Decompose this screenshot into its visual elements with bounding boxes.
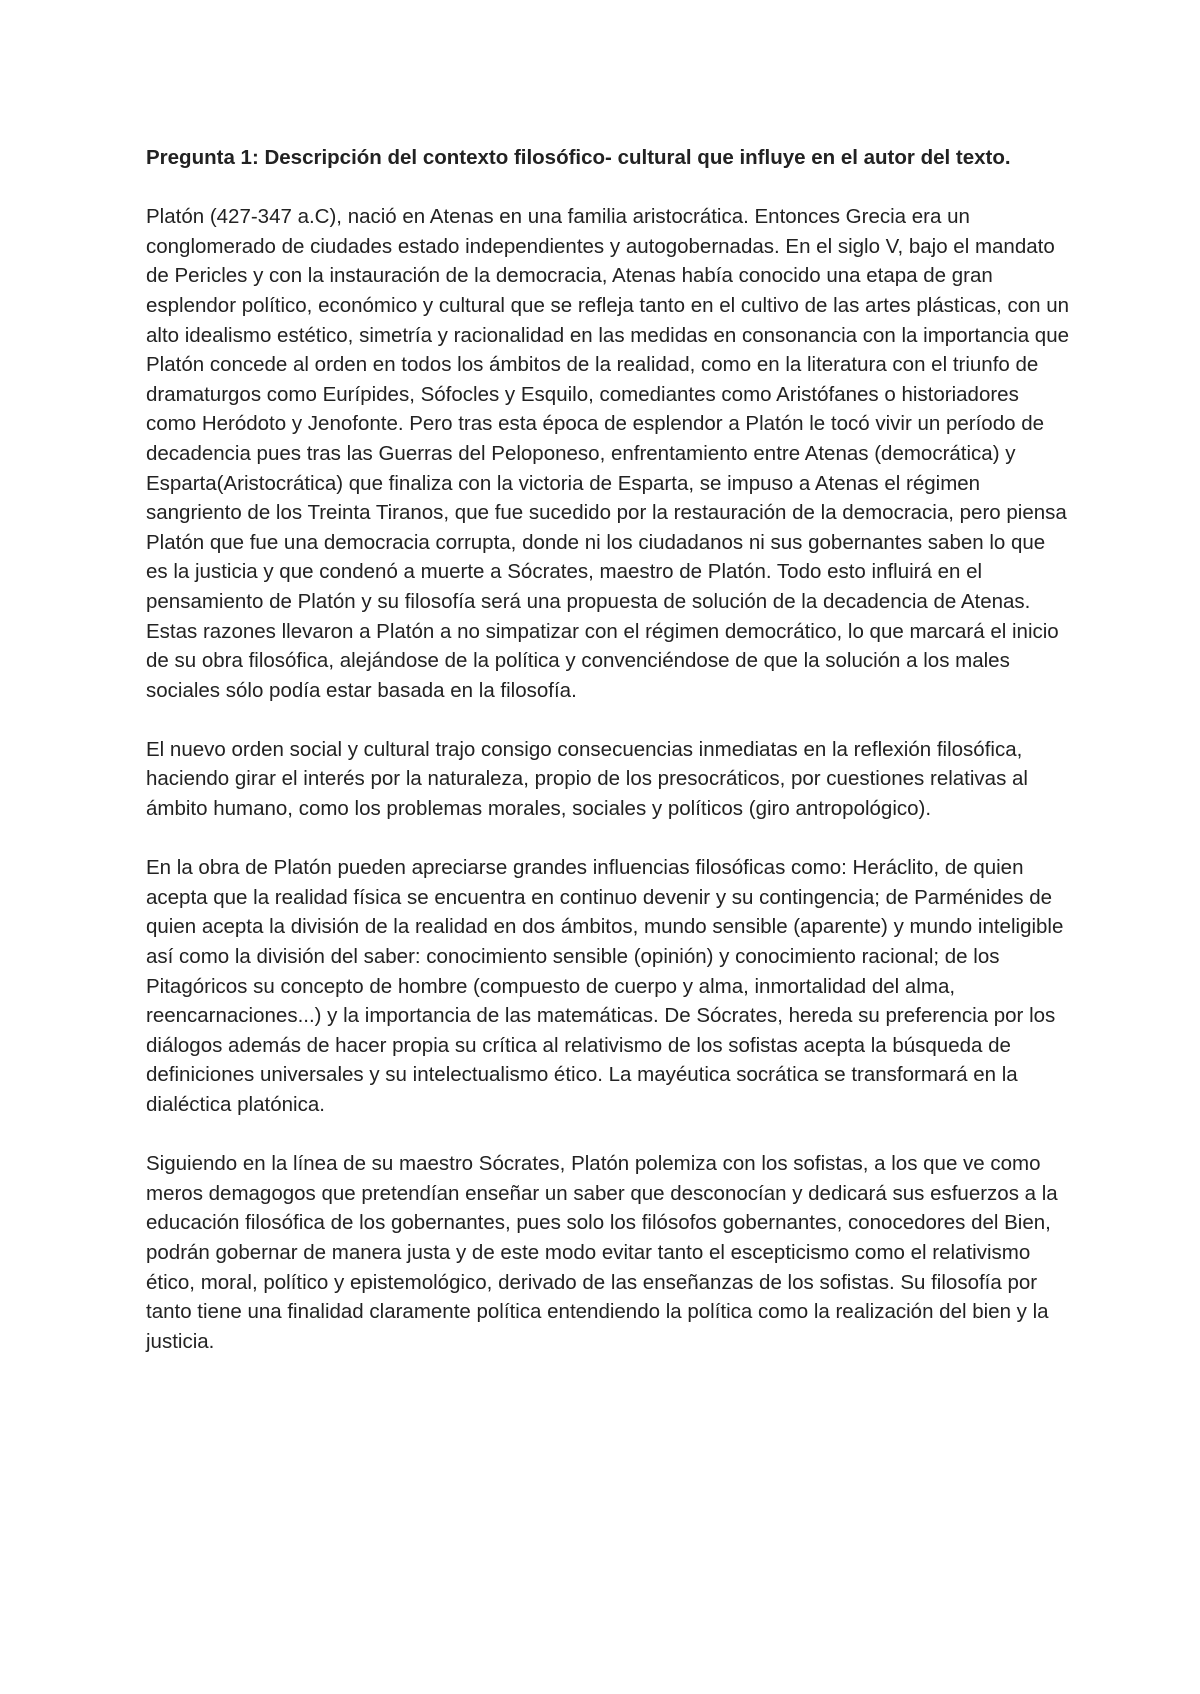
document-body	[146, 143, 1071, 1356]
paragraph-context-platon: Platón (427-347 a.C), nació en Atenas en una familia aristocrática. Entonces Grecia era un conglomerado de ciudades estado independientes y autogobernadas. En el siglo V, bajo el mandato de Pericles y con la instauración de la democracia, Atenas había conocido una etapa de gran esplendor político, económico y cultural que se refleja tanto en el cultivo de las artes plásticas, con un alto idealismo estético, simetría y racionalidad en las medidas en consonancia con la importancia que Platón concede al orden en todos los ámbitos de la realidad, como en la literatura con el triunfo de dramaturgos como Eurípides, Sófocles y Esquilo, comediantes como Aristófanes o historiadores como Heródoto y Jenofonte. Pero tras esta época de esplendor a Platón le tocó vivir un período de decadencia pues tras las Guerras del Peloponeso, enfrentamiento entre Atenas (democrática) y Esparta(Aristocrática) que finaliza con la victoria de Esparta, se impuso a Atenas el régimen sangriento de los Treinta Tiranos, que fue sucedido por la restauración de la democracia, pero piensa Platón que fue una democracia corrupta, donde ni los ciudadanos ni sus gobernantes saben lo que es la justicia y que condenó a muerte a Sócrates, maestro de Platón. Todo esto influirá en el pensamiento de Platón y su filosofía será una propuesta de solución de la decadencia de Atenas. Estas razones llevaron a Platón a no simpatizar con el régimen democrático, lo que marcará el inicio de su obra filosófica, alejándose de la política y convenciéndose de que la solución a los males sociales sólo podía estar basada en la filosofía.	[146, 205, 1070, 702]
paragraph-giro-antropologico: El nuevo orden social y cultural trajo consigo consecuencias inmediatas en la reflexión filosófica, haciendo girar el interés por la naturaleza, propio de los presocráticos, por cuestiones relativas al ámbito humano, como los problemas morales, sociales y políticos (giro antropológico).	[146, 737, 1028, 821]
paragraph-sofistas: Siguiendo en la línea de su maestro Sócrates, Platón polemiza con los sofistas, a los que ve como meros demagogos que pretendían enseñar un saber que desconocían y dedicará sus esfuerzos a la educación filosófica de los gobernantes, pues solo los filósofos gobernantes, conocedores del Bien, podrán gobernar de manera justa y de este modo evitar tanto el escepticismo como el relativismo ético, moral, político y epistemológico, derivado de las enseñanzas de los sofistas. Su filosofía por tanto tiene una finalidad claramente política entendiendo la política como la realización del bien y la justicia.	[146, 1152, 1058, 1353]
question-heading: Pregunta 1: Descripción del contexto filosófico- cultural que influye en el autor del texto.	[146, 146, 1011, 169]
paragraph-influencias-filosoficas: En la obra de Platón pueden apreciarse grandes influencias filosóficas como: Heráclito, de quien acepta que la realidad física se encuentra en continuo devenir y su contingencia; de Parménides de quien acepta la división de la realidad en dos ámbitos, mundo sensible (aparente) y mundo inteligible así como la división del saber: conocimiento sensible (opinión) y conocimiento racional; de los Pitagóricos su concepto de hombre (compuesto de cuerpo y alma, inmortalidad del alma, reencarnaciones...) y la importancia de las matemáticas. De Sócrates, hereda su preferencia por los diálogos además de hacer propia su crítica al relativismo de los sofistas acepta la búsqueda de definiciones universales y su intelectualismo ético. La mayéutica socrática se transformará en la dialéctica platónica.	[146, 856, 1064, 1116]
